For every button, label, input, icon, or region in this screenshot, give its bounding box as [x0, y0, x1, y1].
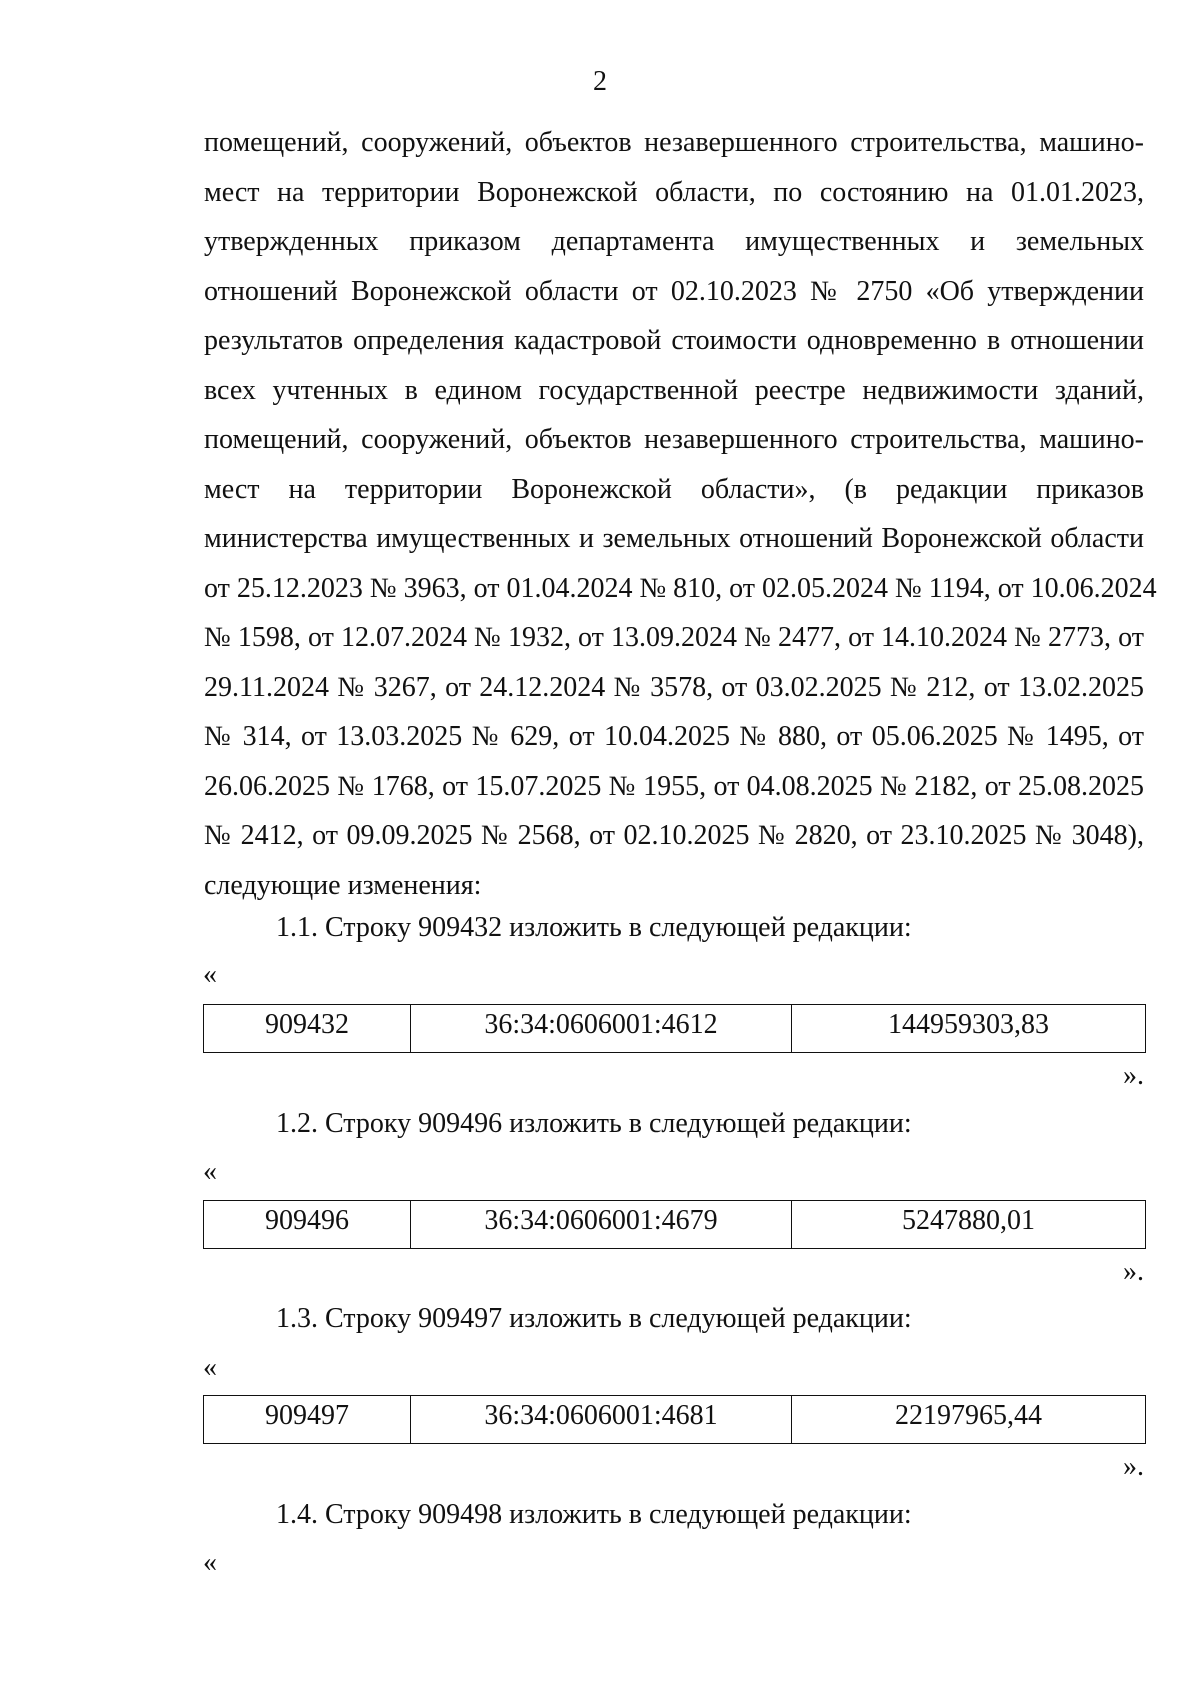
close-quote: ». [1123, 1060, 1144, 1091]
table-row [204, 1396, 1146, 1444]
cadastral-number-cell: 36:34:0606001:4681 [411, 1396, 792, 1444]
body-line: № 1598, от 12.07.2024 № 1932, от 13.09.2024 № 2477, от 14.10.2024 № 2773, от [204, 622, 1144, 653]
table-row [204, 1201, 1146, 1249]
replacement-row-table [203, 1004, 1146, 1053]
body-line: утвержденных приказом департамента имущественных и земельных [204, 226, 1144, 257]
section-heading-1-1: 1.1. Строку 909432 изложить в следующей редакции: [276, 912, 912, 943]
section-heading-1-2: 1.2. Строку 909496 изложить в следующей редакции: [276, 1108, 912, 1139]
close-quote: ». [1123, 1451, 1144, 1482]
open-quote: « [203, 959, 217, 990]
row-number-cell: 909432 [204, 1005, 411, 1053]
cadastral-number-cell: 36:34:0606001:4612 [411, 1005, 792, 1053]
replacement-row-table [203, 1200, 1146, 1249]
section-heading-1-4: 1.4. Строку 909498 изложить в следующей редакции: [276, 1499, 912, 1530]
cadastral-value-cell: 144959303,83 [792, 1005, 1146, 1053]
body-line: отношений Воронежской области от 02.10.2023 № 2750 «Об утверждении [204, 275, 1144, 307]
cadastral-number-cell: 36:34:0606001:4679 [411, 1201, 792, 1249]
body-line: 29.11.2024 № 3267, от 24.12.2024 № 3578, от 03.02.2025 № 212, от 13.02.2025 [204, 671, 1144, 703]
close-quote: ». [1123, 1256, 1144, 1287]
body-text [204, 118, 1157, 910]
body-line: помещений, сооружений, объектов незавершенного строительства, машино- [204, 127, 1144, 158]
row-number-cell: 909496 [204, 1201, 411, 1249]
body-line: следующие изменения: [204, 869, 482, 901]
body-line: № 2412, от 09.09.2025 № 2568, от 02.10.2025 № 2820, от 23.10.2025 № 3048), [204, 820, 1144, 851]
cadastral-value-cell: 5247880,01 [792, 1201, 1146, 1249]
body-line: всех учтенных в едином государственной реестре недвижимости зданий, [204, 374, 1144, 406]
replacement-row-table [203, 1395, 1146, 1444]
body-line: 26.06.2025 № 1768, от 15.07.2025 № 1955, от 04.08.2025 № 2182, от 25.08.2025 [204, 770, 1144, 802]
body-line: мест на территории Воронежской области», (в редакции приказов [204, 473, 1144, 505]
section-heading-1-3: 1.3. Строку 909497 изложить в следующей редакции: [276, 1303, 912, 1334]
open-quote: « [203, 1547, 217, 1578]
page-number: 2 [593, 66, 607, 97]
row-number-cell: 909497 [204, 1396, 411, 1444]
body-line: мест на территории Воронежской области, по состоянию на 01.01.2023, [204, 176, 1144, 208]
open-quote: « [203, 1352, 217, 1383]
table-row [204, 1005, 1146, 1053]
cadastral-value-cell: 22197965,44 [792, 1396, 1146, 1444]
body-line: № 314, от 13.03.2025 № 629, от 10.04.2025 № 880, от 05.06.2025 № 1495, от [204, 721, 1144, 752]
body-line: министерства имущественных и земельных отношений Воронежской области [204, 523, 1144, 554]
body-line: от 25.12.2023 № 3963, от 01.04.2024 № 810, от 02.05.2024 № 1194, от 10.06.2024 [204, 572, 1157, 604]
body-line: помещений, сооружений, объектов незавершенного строительства, машино- [204, 424, 1144, 455]
body-line: результатов определения кадастровой стоимости одновременно в отношении [204, 325, 1144, 356]
open-quote: « [203, 1156, 217, 1187]
